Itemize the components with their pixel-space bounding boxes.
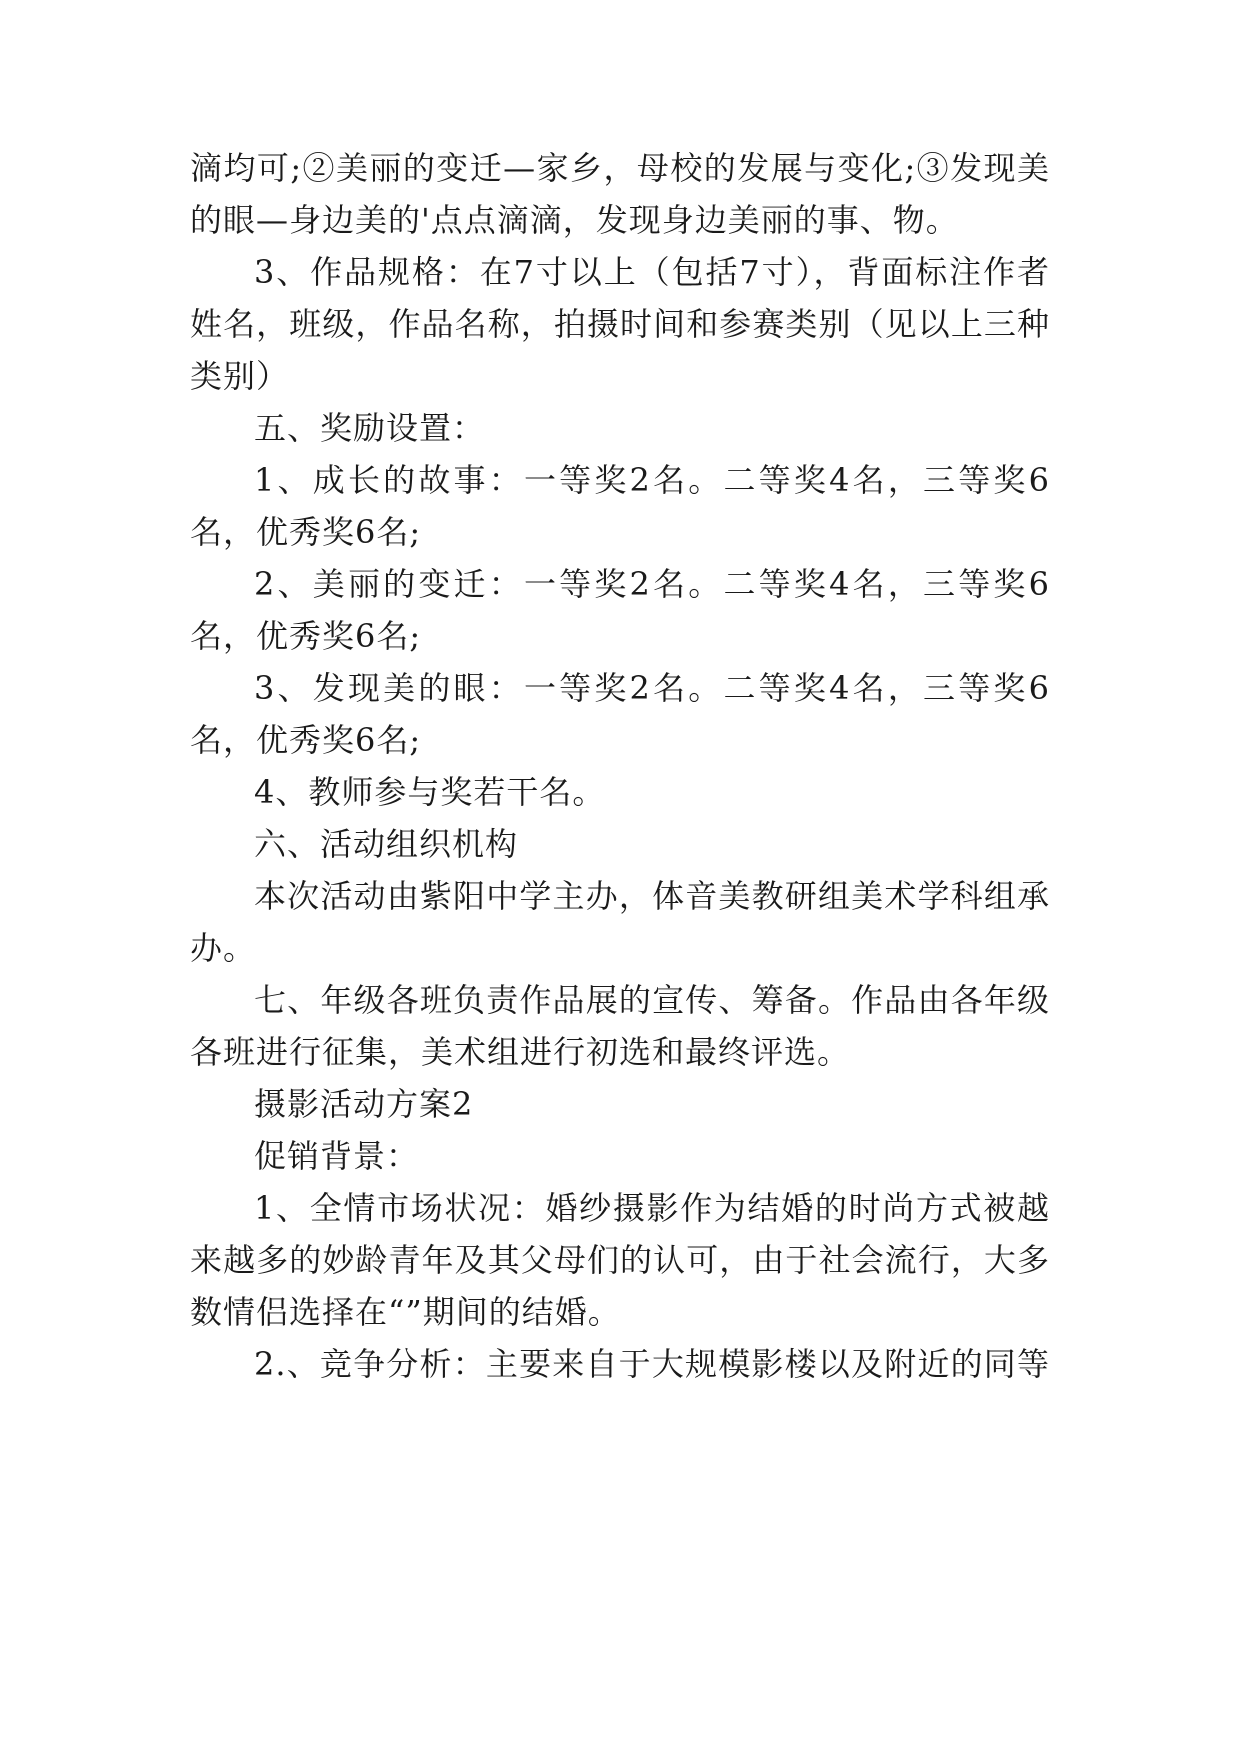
- text-line: 1、全情市场状况：婚纱摄影作为结婚的时尚方式被越: [254, 1189, 1050, 1227]
- text-line: 3、发现美的眼：一等奖2名。二等奖4名，三等奖6: [254, 669, 1050, 707]
- text-line: 数情侣选择在“”期间的结婚。: [190, 1293, 621, 1331]
- text-line: 办。: [190, 929, 257, 967]
- text-line: 姓名，班级，作品名称，拍摄时间和参赛类别（见以上三种: [190, 305, 1050, 343]
- text-line: 各班进行征集，美术组进行初选和最终评选。: [190, 1033, 851, 1071]
- section-heading: 促销背景：: [254, 1137, 420, 1175]
- text-line: 名，优秀奖6名;: [190, 721, 422, 759]
- text-line: 滴均可;②美丽的变迁—家乡，母校的发展与变化;③发现美: [190, 149, 1050, 187]
- text-line: 的眼—身边美的'点点滴滴，发现身边美丽的事、物。: [190, 201, 959, 239]
- section-heading: 五、奖励设置：: [254, 409, 486, 447]
- text-line: 本次活动由紫阳中学主办，体音美教研组美术学科组承: [254, 877, 1050, 915]
- text-line: 2.、竞争分析：主要来自于大规模影楼以及附近的同等: [254, 1345, 1050, 1383]
- section-heading: 六、活动组织机构: [254, 825, 519, 863]
- text-line: 七、年级各班负责作品展的宣传、筹备。作品由各年级: [254, 981, 1050, 1019]
- text-line: 1、成长的故事：一等奖2名。二等奖4名，三等奖6: [254, 461, 1050, 499]
- text-line: 类别）: [190, 357, 290, 395]
- text-line: 名，优秀奖6名;: [190, 513, 422, 551]
- text-line: 4、教师参与奖若干名。: [254, 773, 606, 811]
- text-line: 来越多的妙龄青年及其父母们的认可，由于社会流行，大多: [190, 1241, 1050, 1279]
- text-line: 3、作品规格：在7寸以上（包括7寸），背面标注作者: [254, 253, 1050, 291]
- text-line: 2、美丽的变迁：一等奖2名。二等奖4名，三等奖6: [254, 565, 1050, 603]
- text-line: 名，优秀奖6名;: [190, 617, 422, 655]
- section-heading: 摄影活动方案2: [254, 1085, 474, 1123]
